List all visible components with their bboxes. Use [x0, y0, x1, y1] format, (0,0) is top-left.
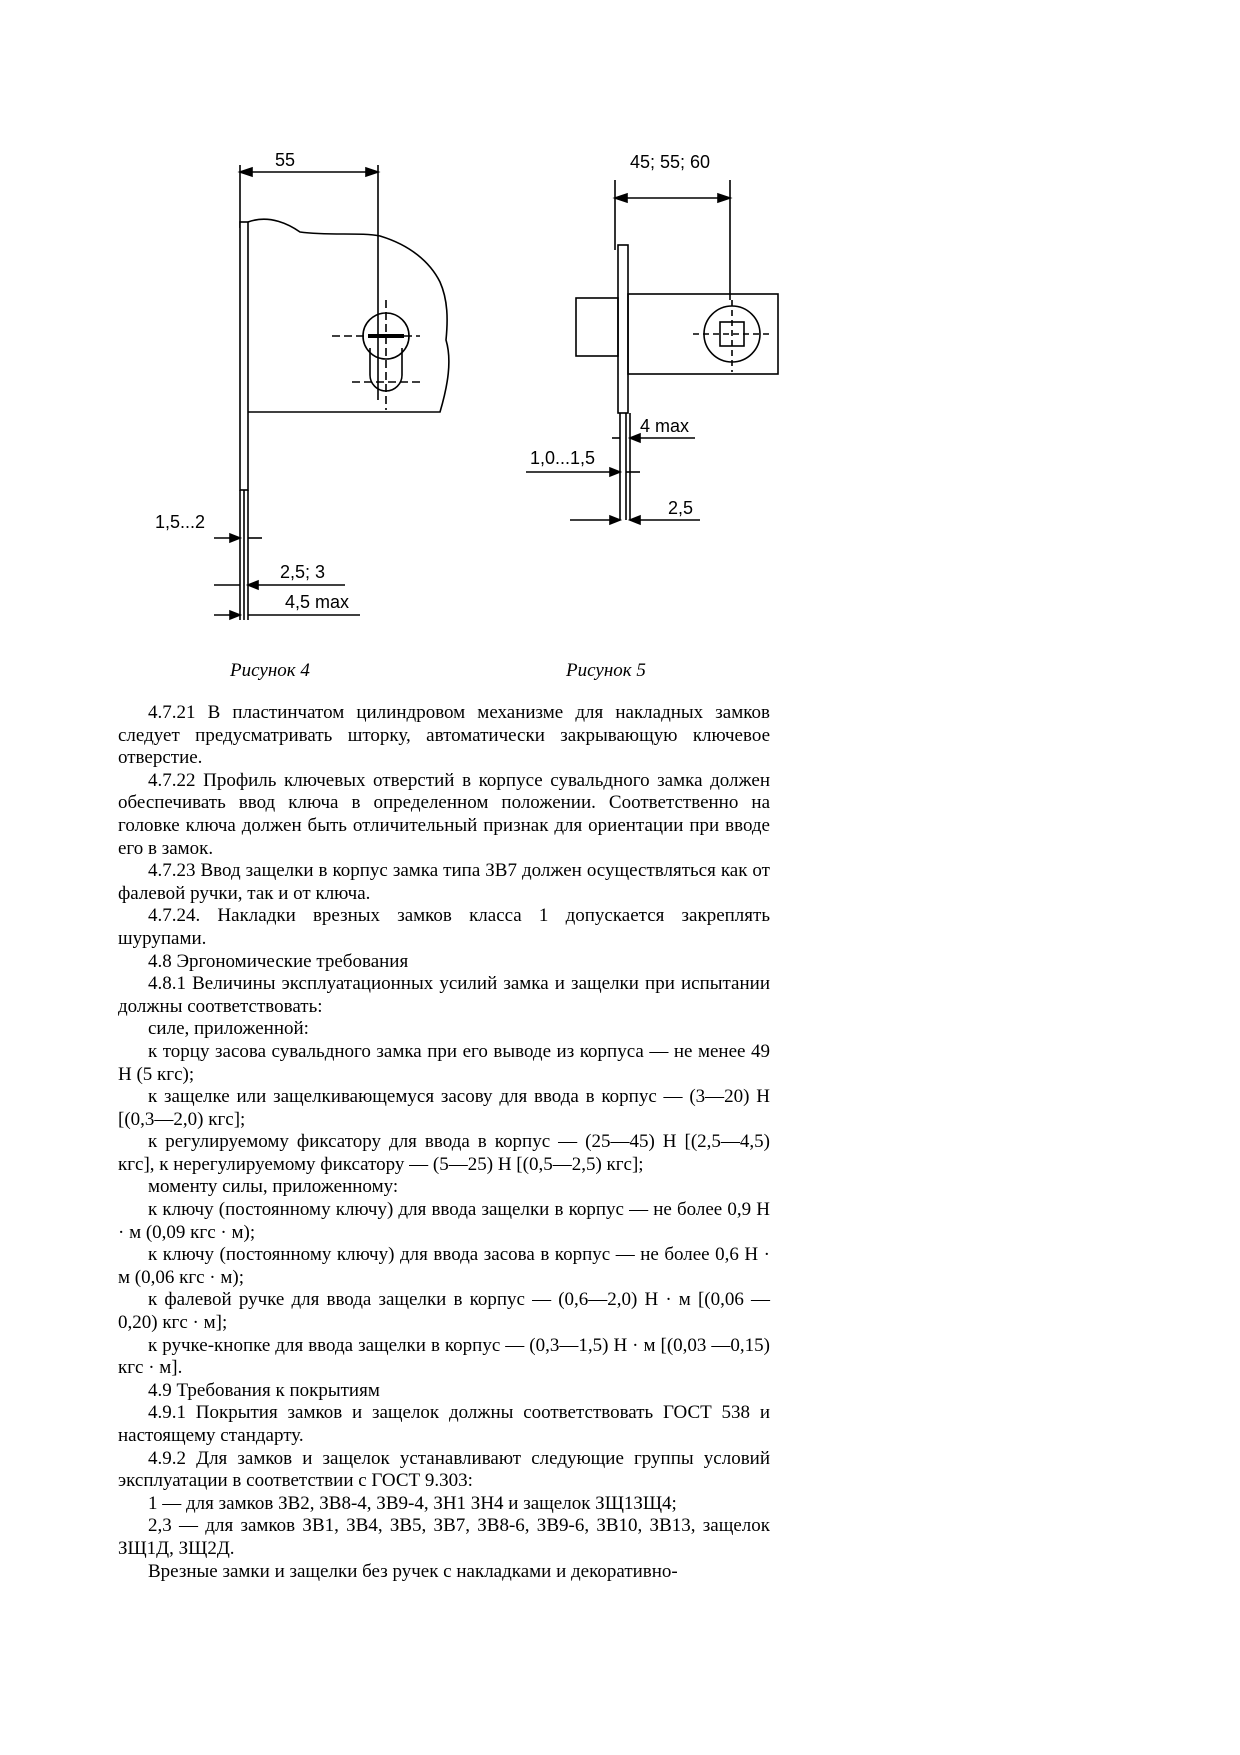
paragraph: моменту силы, приложенному: [148, 1176, 399, 1198]
paragraph: к ключу (постоянному ключу) для ввода засова в корпус — не более 0,6 Н · м (0,06 кгс · м); [118, 1244, 770, 1288]
paragraph: силе, приложенной: [148, 1018, 309, 1040]
paragraph: к торцу засова сувальдного замка при его выводе из корпуса — не менее 49 Н (5 кгс); [118, 1040, 770, 1085]
paragraph: 4.9.2 Для замков и защелок устанавливают следующие группы условий эксплуатации в соответствии с ГОСТ 9.303: [118, 1447, 770, 1492]
technical-drawings [0, 0, 1240, 700]
fig4-dim-total: 4,5 max [285, 592, 350, 612]
paragraph: 4.7.22 Профиль ключевых отверстий в корпусе сувальдного замка должен обеспечивать ввод ключа в определенном положении. Соответственно на головке ключа должен быть отличительный признак для ориентации при вводе его в замок. [118, 769, 770, 859]
paragraph: к фалевой ручке для ввода защелки в корпус — (0,6—2,0) Н · м [(0,06 —0,20) кгс · м]; [118, 1289, 770, 1334]
paragraph: к защелке или защелкивающемуся засову для ввода в корпус — (3—20) Н [(0,3—2,0) кгс]; [118, 1086, 770, 1130]
figure-4-caption: Рисунок 4 [230, 660, 310, 681]
fig4-dim-plate: 1,5...2 [155, 512, 206, 532]
figure-5-drawing [526, 152, 778, 524]
paragraph: 4.8.1 Величины эксплуатационных усилий замка и защелки при испытании должны соответствовать: [118, 973, 770, 1017]
paragraph: 2,3 — для замков ЗВ1, ЗВ4, ЗВ5, ЗВ7, ЗВ8-6, ЗВ9-6, ЗВ10, ЗВ13, защелок ЗЩ1Д, ЗЩ2Д. [118, 1515, 770, 1559]
fig4-dim-offset: 2,5; 3 [280, 562, 326, 582]
paragraph: 4.7.21 В пластинчатом цилиндровом механизме для накладных замков следует предусматривать шторку, автоматически закрывающую ключевое отверстие. [118, 702, 770, 769]
paragraph: 4.9.1 Покрытия замков и защелок должны соответствовать ГОСТ 538 и настоящему стандарту. [118, 1402, 770, 1446]
paragraph: к ручке-кнопке для ввода защелки в корпус — (0,3—1,5) Н · м [(0,03 —0,15) кгс · м]. [118, 1334, 770, 1379]
body-text [118, 702, 770, 1583]
fig5-dim-offset: 2,5 [668, 498, 694, 518]
paragraph: к регулируемому фиксатору для ввода в корпус — (25—45) Н [(2,5—4,5) кгс], к нерегулируемому фиксатору — (5—25) Н [(0,5—2,5) кгс]; [118, 1131, 770, 1175]
fig5-dim-max: 4 max [640, 416, 690, 436]
fig5-dim-plate: 1,0...1,5 [530, 448, 596, 468]
section-heading: 4.9 Требования к покрытиям [148, 1379, 380, 1401]
paragraph: 4.7.23 Ввод защелки в корпус замка типа ЗВ7 должен осуществляться как от фалевой ручки, так и от ключа. [118, 860, 770, 904]
paragraph: Врезные замки и защелки без ручек с накладками и декоративно- [148, 1560, 678, 1582]
fig4-dim-width: 55 [275, 150, 296, 170]
figure-4-drawing [155, 150, 449, 620]
paragraph: 4.7.24. Накладки врезных замков класса 1 допускается закреплять шурупами. [118, 905, 770, 949]
paragraph: к ключу (постоянному ключу) для ввода защелки в корпус — не более 0,9 Н · м (0,09 кгс · м); [118, 1199, 770, 1243]
section-heading: 4.8 Эргономические требования [148, 950, 409, 972]
paragraph: 1 — для замков ЗВ2, ЗВ8-4, ЗВ9-4, ЗН1 ЗН4 и защелок ЗЩ1ЗЩ4; [148, 1492, 677, 1514]
figure-5-caption: Рисунок 5 [566, 660, 646, 681]
figures-area [0, 0, 1240, 700]
fig5-dim-width: 45; 55; 60 [630, 152, 711, 172]
